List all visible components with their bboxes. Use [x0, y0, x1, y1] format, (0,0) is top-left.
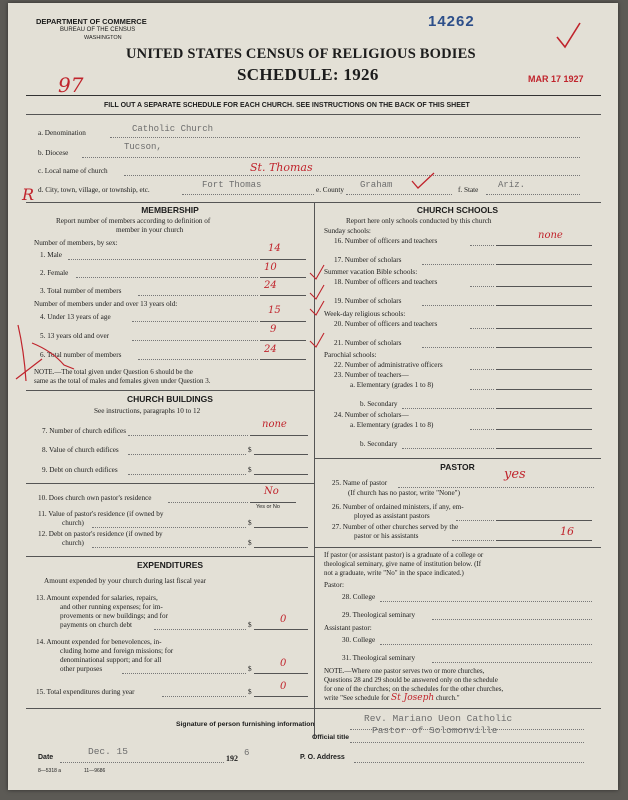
pastor-note-line-4-end: church."	[435, 694, 460, 702]
q6-total-label: 6. Total number of members	[40, 351, 122, 359]
q29-label: 29. Theological seminary	[342, 611, 416, 619]
q13-label-4: payments on church debt	[60, 621, 133, 629]
sunday-schools-label: Sunday schools:	[324, 227, 371, 235]
q7-edifices-value: none	[262, 419, 287, 430]
church-buildings-heading: CHURCH BUILDINGS	[127, 394, 213, 404]
q13-label-1: 13. Amount expended for salaries, repairs,	[36, 594, 158, 602]
q16-value: none	[538, 230, 563, 241]
parochial-schools-label: Parochial schools:	[324, 351, 377, 359]
q4-under-13-value: 15	[268, 305, 281, 316]
q23a-label: a. Elementary (grades 1 to 8)	[350, 381, 434, 389]
membership-heading: MEMBERSHIP	[141, 205, 199, 215]
q18-label: 18. Number of officers and teachers	[334, 278, 438, 286]
see-schedule-church-value: St Joseph	[391, 693, 435, 703]
expenditures-intro: Amount expended by your church during last fiscal year	[44, 577, 207, 585]
signature-label: Signature of person furnishing information	[176, 721, 315, 728]
city-label: WASHINGTON	[84, 35, 122, 41]
serial-number: 14262	[428, 13, 475, 30]
state-label: f. State	[458, 186, 479, 194]
q14-label-4: other purposes	[60, 665, 103, 673]
q21-label: 21. Number of scholars	[334, 339, 402, 347]
q2-female-label: 2. Female	[40, 269, 69, 277]
handwritten-number: 97	[58, 73, 84, 97]
form-subtitle: SCHEDULE: 1926	[237, 65, 379, 84]
dollar-sign: $	[248, 539, 252, 547]
margin-mark: R	[22, 185, 35, 204]
county-label: e. County	[316, 186, 344, 194]
q19-label: 19. Number of scholars	[334, 297, 402, 305]
dollar-sign: $	[248, 665, 252, 673]
pastor-subheading: Pastor:	[324, 581, 344, 589]
q1-male-value: 14	[268, 243, 281, 254]
q11-value-label-2: church)	[62, 519, 84, 527]
q16-label: 16. Number of officers and teachers	[334, 237, 438, 245]
q12-debt-label-1: 12. Debt on pastor's residence (if owned by	[38, 530, 163, 538]
local-name-value: St. Thomas	[250, 161, 313, 174]
pastor-heading: PASTOR	[440, 462, 475, 472]
dollar-sign: $	[248, 621, 252, 629]
q23b-label: b. Secondary	[360, 400, 398, 408]
pastor-note-line-3: for one of the churches; on the schedules for the other churches,	[324, 685, 504, 693]
q12-debt-label-2: church)	[62, 539, 84, 547]
q10-residence-label: 10. Does church own pastor's residence	[38, 494, 152, 502]
members-by-age-label: Number of members under and over 13 years old:	[34, 300, 178, 308]
q17-label: 17. Number of scholars	[334, 256, 402, 264]
pastor-note-line-1: NOTE.—Where one pastor serves two or more churches,	[324, 667, 485, 675]
dollar-sign: $	[248, 466, 252, 474]
church-schools-heading: CHURCH SCHOOLS	[416, 205, 499, 215]
year-prefix: 192	[226, 754, 238, 763]
official-title-label: Official title	[312, 734, 350, 741]
q15-value: 0	[280, 681, 287, 692]
q11-value-label-1: 11. Value of pastor's residence (if owned by	[38, 510, 164, 518]
check-mark-icon	[408, 171, 438, 191]
q28-label: 28. College	[342, 593, 376, 601]
local-name-label: c. Local name of church	[38, 167, 108, 175]
dollar-sign: $	[248, 519, 252, 527]
q24-label: 24. Number of scholars—	[334, 411, 409, 419]
q9-debt-label: 9. Debt on church edifices	[42, 466, 118, 474]
official-title-value: Pastor of Solomonville	[372, 725, 498, 736]
check-marks-icon	[284, 253, 328, 363]
pastor-note-line-2: Questions 28 and 29 should be answered only on the schedule	[324, 676, 498, 684]
q5-over-13-value: 9	[270, 324, 277, 335]
department-label: DEPARTMENT OF COMMERCE	[36, 17, 147, 26]
q24a-label: a. Elementary (grades 1 to 8)	[350, 421, 434, 429]
weekday-schools-label: Week-day religious schools:	[324, 310, 406, 318]
state-value: Ariz.	[498, 180, 526, 190]
q22-label: 22. Number of administrative officers	[334, 361, 443, 369]
members-by-sex-label: Number of members, by sex:	[34, 239, 118, 247]
q7-edifices-label: 7. Number of church edifices	[42, 427, 127, 435]
q27-label-2: pastor or his assistants	[354, 532, 419, 540]
denomination-value: Catholic Church	[132, 124, 214, 134]
q30-label: 30. College	[342, 636, 376, 644]
city-town-value: Fort Thomas	[202, 180, 262, 190]
q1-male-label: 1. Male	[40, 251, 62, 259]
q23-label: 23. Number of teachers—	[334, 371, 409, 379]
church-buildings-intro: See instructions, paragraphs 10 to 12	[94, 407, 201, 415]
q14-value: 0	[280, 658, 287, 669]
membership-note-line-2: same as the total of males and females given under Question 3.	[34, 377, 211, 385]
summer-schools-label: Summer vacation Bible schools:	[324, 268, 418, 276]
print-code: 11—9686	[84, 768, 106, 774]
received-date-stamp: MAR 17 1927	[528, 74, 584, 84]
q13-label-3: provements or new buildings; and for	[60, 612, 168, 620]
pastor-note-line-4	[324, 694, 460, 703]
q6-total-value: 24	[264, 344, 277, 355]
q24b-label: b. Secondary	[360, 440, 398, 448]
diocese-value: Tucson,	[124, 142, 162, 152]
q14-label-3: denominational support; and for all	[60, 656, 162, 664]
date-value: Dec. 15	[88, 746, 128, 757]
q26-label-2: ployed as assistant pastors	[354, 512, 430, 520]
form-number: 8—5318 a	[38, 768, 62, 774]
q20-label: 20. Number of officers and teachers	[334, 320, 438, 328]
dollar-sign: $	[248, 446, 252, 454]
q25-label: 25. Name of pastor	[332, 479, 388, 487]
city-town-label: d. City, town, village, or township, etc.	[38, 186, 150, 194]
q14-label-2: cluding home and foreign missions; for	[60, 647, 174, 655]
assistant-pastor-subheading: Assistant pastor:	[324, 624, 372, 632]
q13-value: 0	[280, 614, 287, 625]
q10-residence-value: No	[264, 486, 279, 497]
diocese-label: b. Diocese	[38, 149, 69, 157]
q3-total-label: 3. Total number of members	[40, 287, 122, 295]
q25-hint: (If church has no pastor, write "None")	[348, 489, 460, 497]
pastor-note-line-4-start: write "See schedule for	[324, 694, 390, 702]
expenditures-heading: EXPENDITURES	[136, 560, 204, 570]
graduate-instruction-line-2: theological seminary, give name of institution below. (If	[324, 560, 482, 568]
q2-female-value: 10	[264, 262, 277, 273]
q5-over-13-label: 5. 13 years old and over	[40, 332, 110, 340]
census-schedule-sheet	[8, 3, 618, 790]
graduate-instruction-line-1: If pastor (or assistant pastor) is a graduate of a college or	[324, 551, 484, 559]
q15-total-label: 15. Total expenditures during year	[36, 688, 135, 696]
q27-label-1: 27. Number of other churches served by the	[332, 523, 459, 531]
q8-value-label: 8. Value of church edifices	[42, 446, 119, 454]
membership-note-line-1: NOTE.—The total given under Question 6 should be the	[34, 368, 193, 376]
check-mark-icon	[553, 21, 583, 51]
q31-label: 31. Theological seminary	[342, 654, 416, 662]
q13-label-2: and other running expenses; for im-	[60, 603, 163, 611]
date-label: Date	[38, 754, 54, 761]
signature-value: Rev. Mariano Ueon Catholic	[364, 713, 513, 724]
year-suffix-value: 6	[244, 748, 250, 758]
q14-label-1: 14. Amount expended for benevolences, in-	[36, 638, 162, 646]
denomination-label: a. Denomination	[38, 129, 86, 137]
bureau-label: BUREAU OF THE CENSUS	[60, 27, 136, 33]
q26-label-1: 26. Number of ordained ministers, if any, em-	[332, 503, 464, 511]
church-schools-intro: Report here only schools conducted by this church	[346, 217, 492, 225]
county-value: Graham	[360, 180, 393, 190]
q3-total-value: 24	[264, 280, 277, 291]
membership-intro-line-1: Report number of members according to definition of	[56, 217, 211, 225]
separate-schedule-instruction: FILL OUT A SEPARATE SCHEDULE FOR EACH CHURCH. SEE INSTRUCTIONS ON THE BACK OF THIS SHEET	[104, 102, 470, 109]
membership-intro-line-2: member in your church	[116, 226, 184, 234]
q25-value: yes	[504, 467, 526, 482]
q4-under-13-label: 4. Under 13 years of age	[40, 313, 111, 321]
graduate-instruction-line-3: not a graduate, write "No" in the space indicated.)	[324, 569, 464, 577]
form-title: UNITED STATES CENSUS OF RELIGIOUS BODIES	[126, 46, 476, 62]
yes-no-hint: Yes or No	[256, 504, 280, 510]
dollar-sign: $	[248, 688, 252, 696]
q27-value: 16	[560, 525, 574, 538]
po-address-label: P. O. Address	[300, 754, 345, 761]
